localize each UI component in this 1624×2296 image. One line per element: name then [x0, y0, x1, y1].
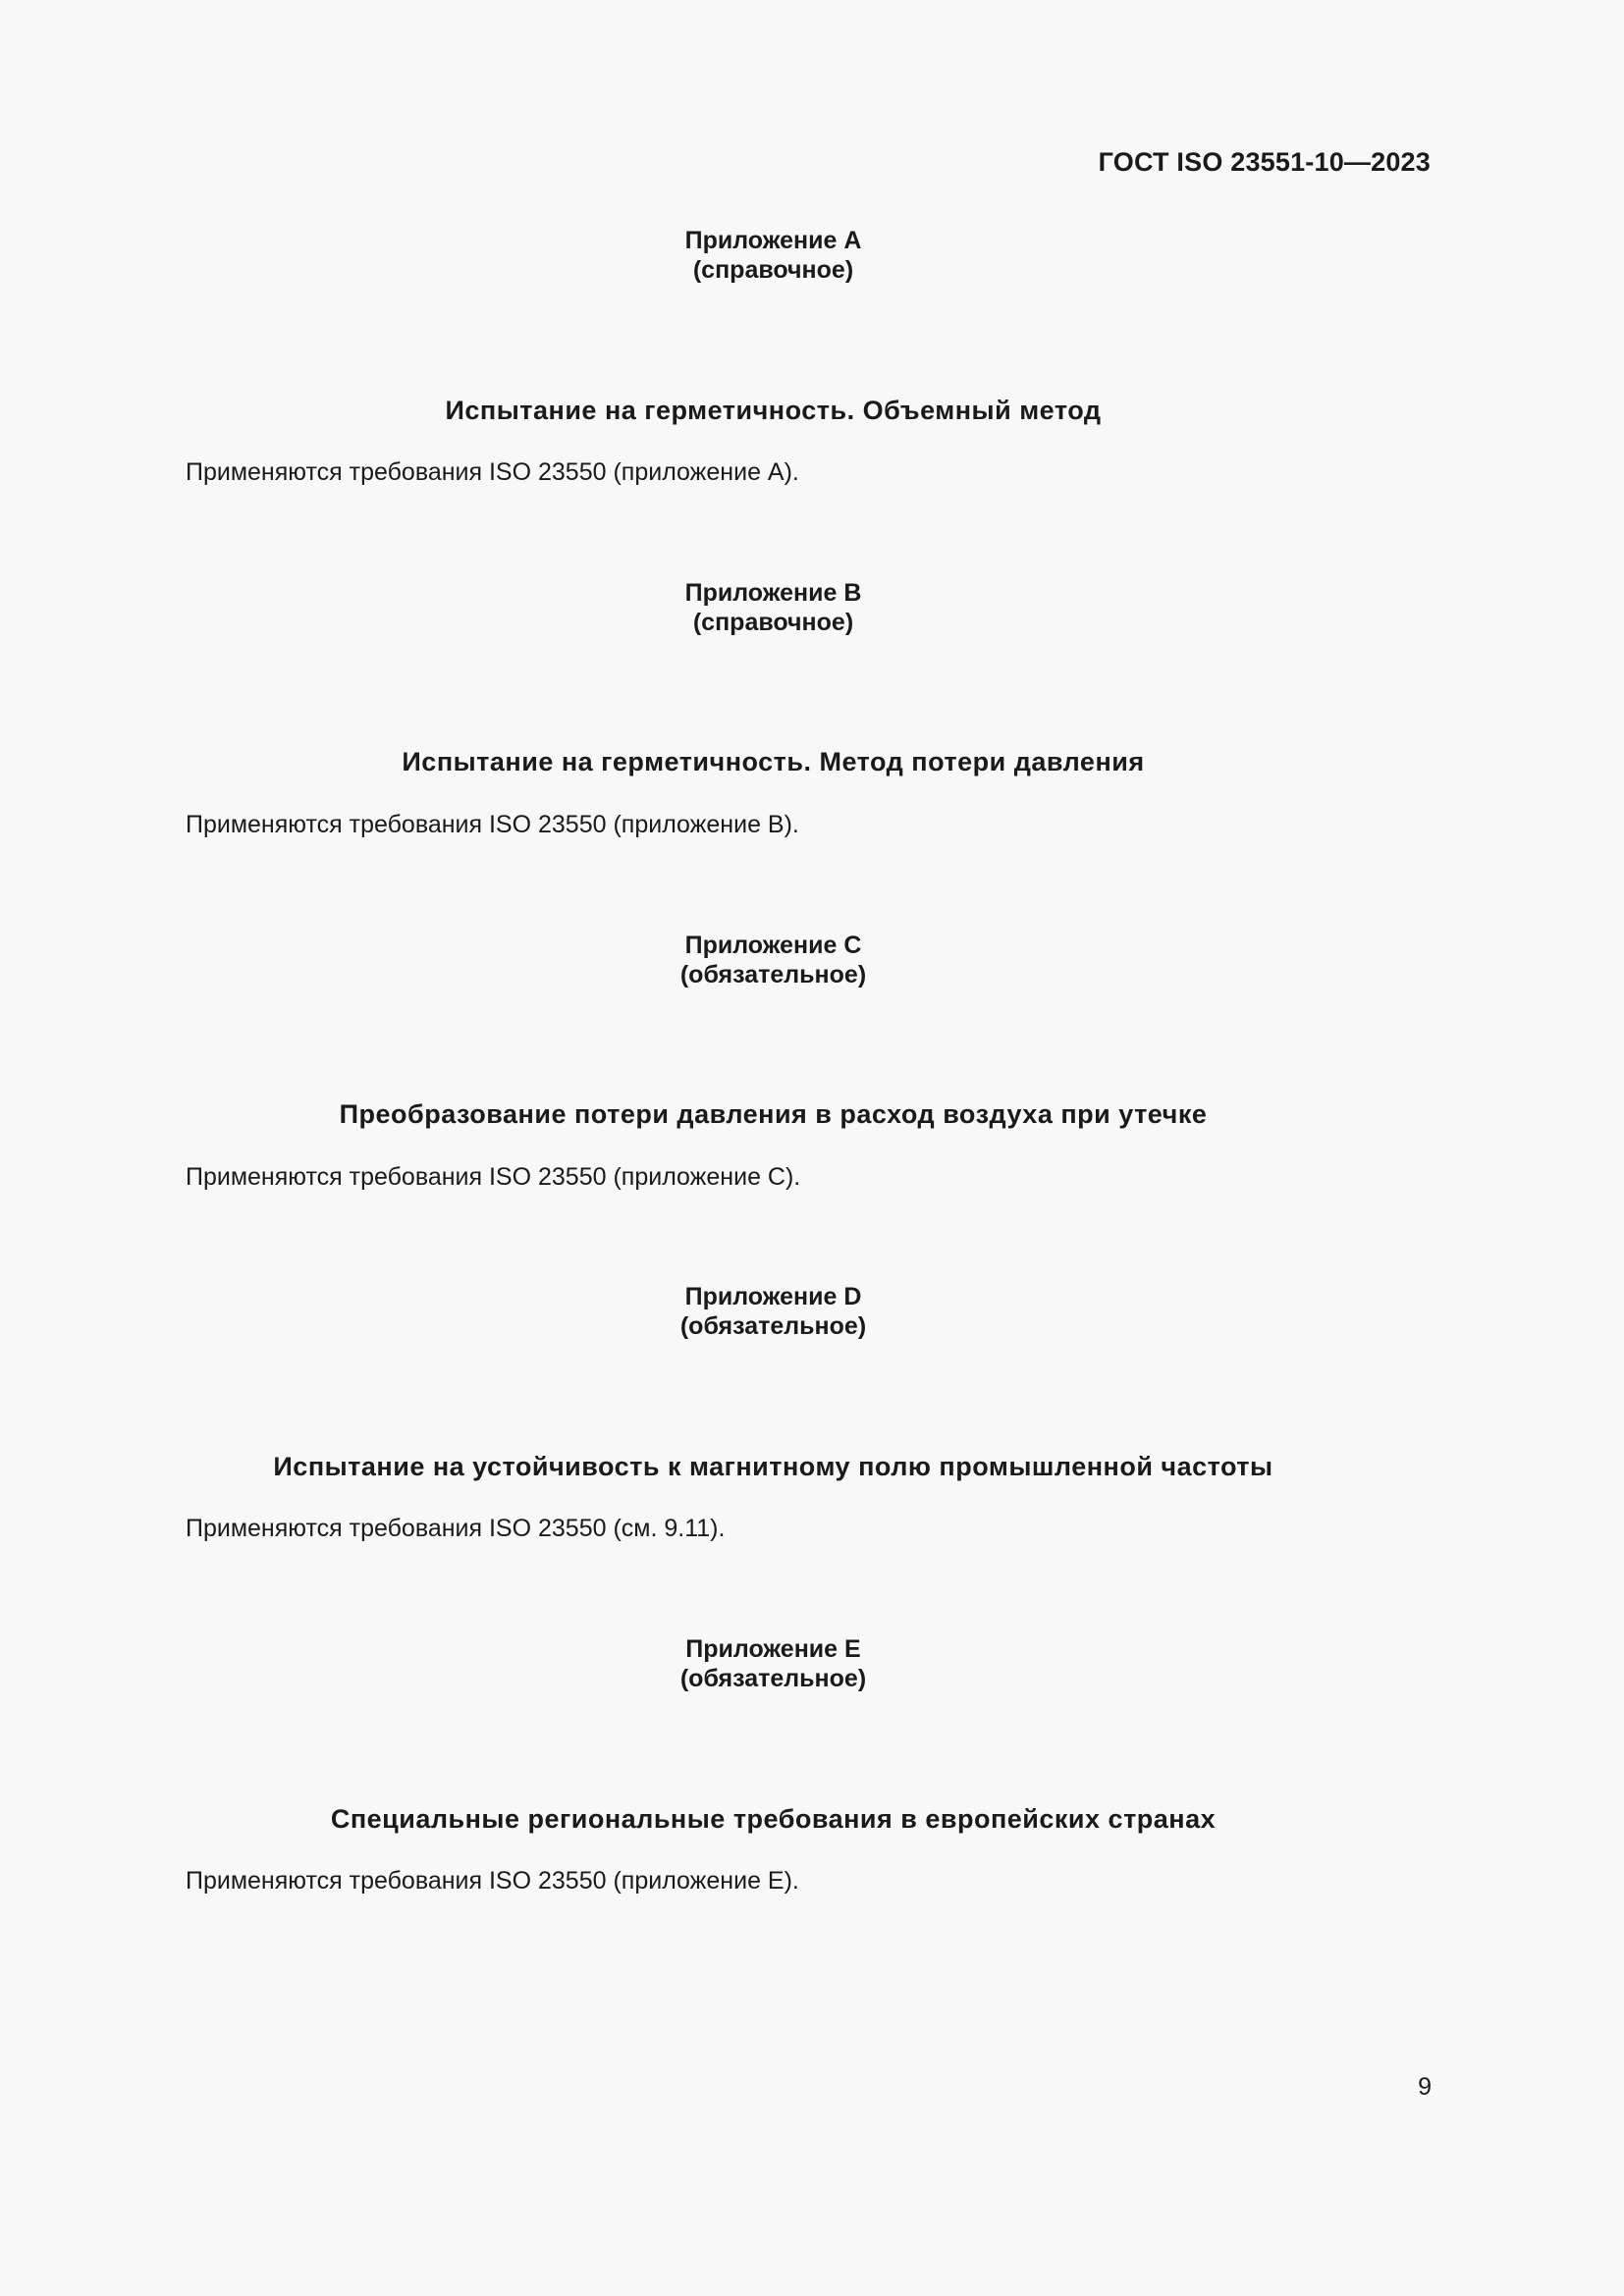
annex-c-status: (обязательное): [679, 961, 867, 988]
annex-c-title: Преобразование потери давления в расход воздуха при утечке: [339, 1099, 1208, 1129]
annex-b-title: Испытание на герметичность. Метод потери давления: [402, 747, 1145, 776]
document-header: ГОСТ ISO 23551-10—2023: [1098, 147, 1431, 177]
annex-a-status: (справочное): [692, 256, 854, 284]
annex-a-heading: [0, 226, 1546, 285]
annex-e-label: Приложение Е: [685, 1635, 861, 1663]
annex-e-title: Специальные региональные требования в европейских странах: [330, 1804, 1217, 1834]
annex-e-status: (обязательное): [679, 1665, 867, 1692]
annex-b-heading: [0, 578, 1546, 637]
annex-a-text: Применяются требования ISO 23550 (приложение А).: [186, 458, 799, 486]
annex-c-label: Приложение С: [684, 932, 862, 959]
annex-a-label: Приложение А: [684, 227, 862, 254]
annex-b-status: (справочное): [692, 609, 854, 636]
annex-c-heading: [0, 931, 1546, 989]
page-number: 9: [1418, 2073, 1432, 2101]
annex-e-text: Применяются требования ISO 23550 (приложение Е).: [186, 1867, 799, 1895]
annex-d-heading: [0, 1282, 1546, 1341]
annex-d-text: Применяются требования ISO 23550 (см. 9.11).: [186, 1515, 726, 1542]
annex-b-label: Приложение В: [684, 579, 862, 607]
annex-a-title: Испытание на герметичность. Объемный метод: [445, 396, 1102, 425]
annex-e-heading: [0, 1634, 1546, 1693]
annex-c-text: Применяются требования ISO 23550 (приложение С).: [186, 1163, 801, 1191]
annex-d-label: Приложение D: [684, 1283, 862, 1310]
annex-d-status: (обязательное): [679, 1312, 867, 1340]
annex-b-text: Применяются требования ISO 23550 (приложение В).: [186, 811, 799, 838]
annex-d-title: Испытание на устойчивость к магнитному полю промышленной частоты: [273, 1452, 1273, 1481]
